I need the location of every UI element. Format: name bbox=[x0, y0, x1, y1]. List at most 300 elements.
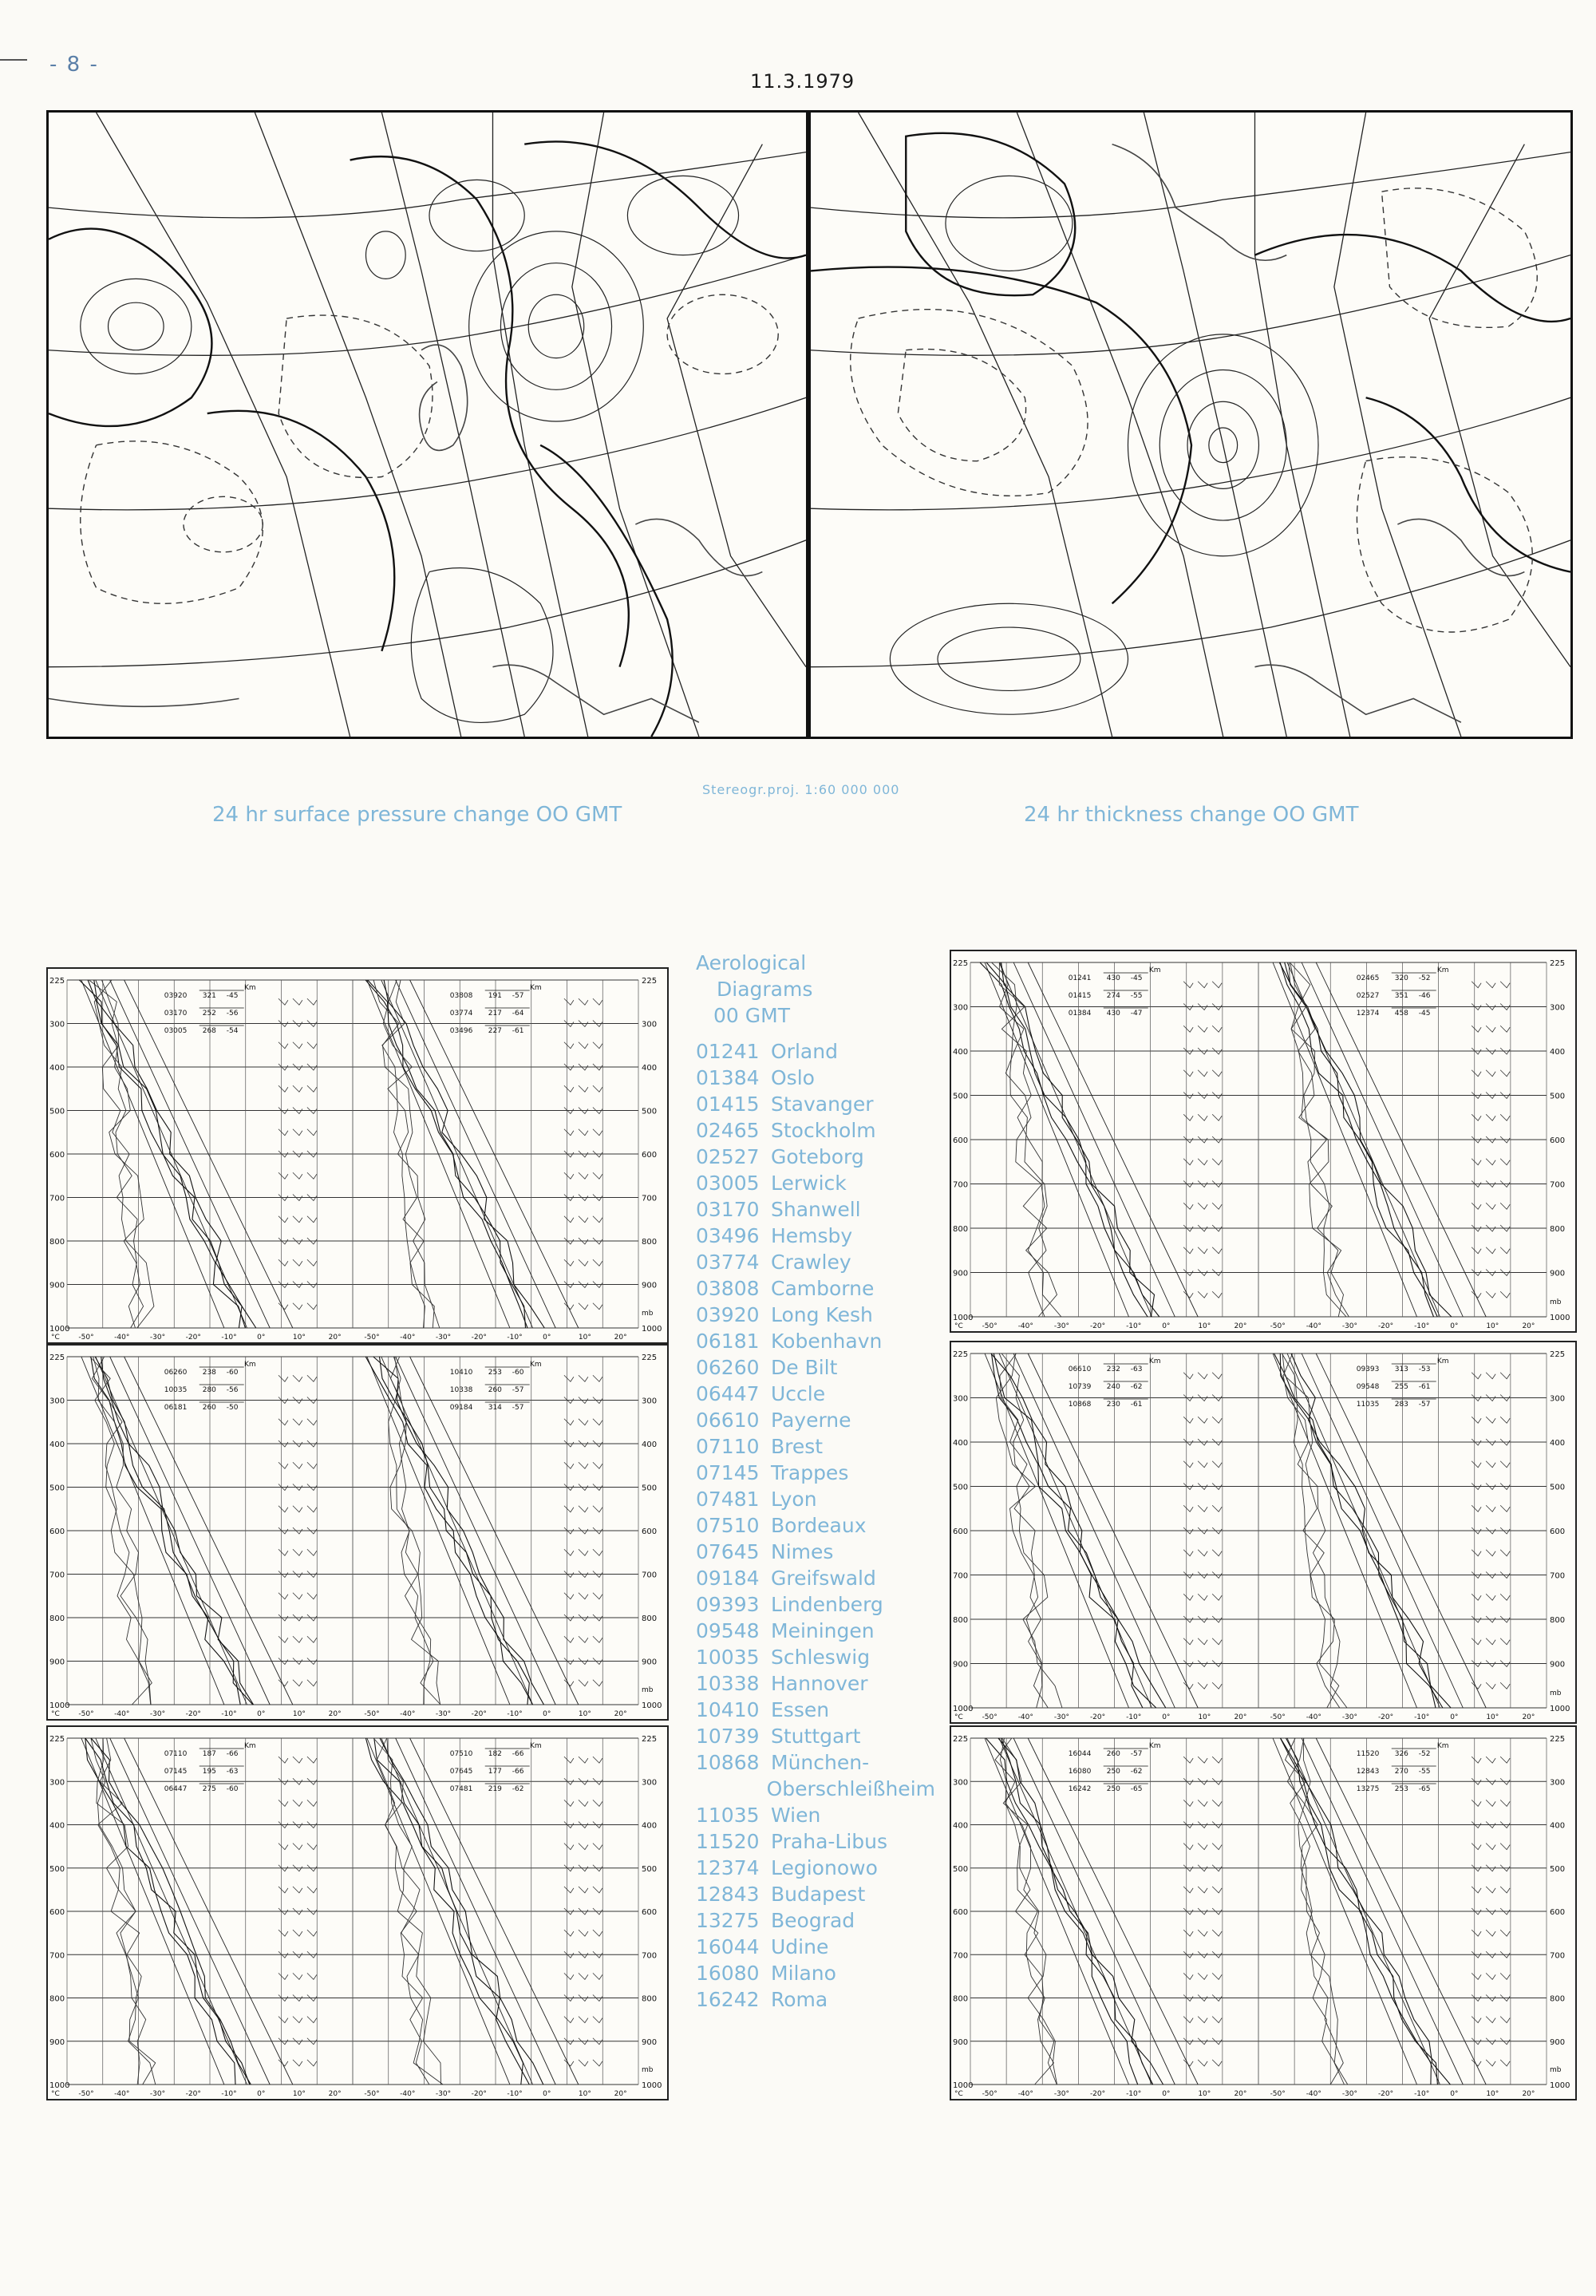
pressure-label: 900 bbox=[49, 1658, 65, 1667]
tropopause-value: -57 bbox=[512, 1404, 524, 1412]
station-entry bbox=[696, 1776, 935, 1802]
tropopause-value: -57 bbox=[1130, 1750, 1143, 1758]
mb-unit: mb bbox=[1550, 1689, 1562, 1697]
wind-barb bbox=[1486, 1550, 1495, 1556]
tropopause-value: -45 bbox=[226, 992, 239, 1000]
wind-barb bbox=[293, 1800, 302, 1806]
wind-barb bbox=[307, 1085, 317, 1092]
wind-barb bbox=[1486, 1930, 1495, 1936]
pressure-label: 300 bbox=[49, 1020, 65, 1029]
temperature-label: -10° bbox=[507, 1710, 523, 1718]
wind-barb bbox=[564, 1844, 574, 1850]
temperature-label: 20° bbox=[614, 1334, 627, 1342]
wind-barb bbox=[1212, 2060, 1222, 2066]
temperature-label: 0° bbox=[1162, 1322, 1171, 1330]
station-code-label: 09548 bbox=[1356, 1383, 1380, 1391]
wind-barb bbox=[593, 1593, 602, 1599]
wind-barb bbox=[1212, 1682, 1222, 1689]
temperature-label: -40° bbox=[1306, 2090, 1321, 2098]
tropopause-value: 313 bbox=[1394, 1365, 1408, 1373]
surface-pressure-map-graphic bbox=[49, 113, 806, 737]
station-entry bbox=[696, 1091, 935, 1117]
thickness-map-graphic bbox=[811, 113, 1570, 737]
wind-barb bbox=[593, 1636, 602, 1642]
tropopause-value: -61 bbox=[1130, 1401, 1143, 1409]
wind-barb bbox=[1183, 1373, 1193, 1379]
km-label: Km bbox=[1436, 1357, 1449, 1365]
wind-barb bbox=[1183, 1973, 1193, 1979]
station-code-label: 10338 bbox=[449, 1386, 473, 1394]
wind-barb bbox=[1212, 1930, 1222, 1936]
temperature-label: -20° bbox=[1377, 1322, 1394, 1330]
station-name: Wien bbox=[771, 1804, 821, 1827]
station-name: Long Kesh bbox=[771, 1303, 873, 1326]
wind-barb bbox=[293, 1172, 302, 1179]
wind-barb bbox=[1486, 1025, 1495, 1032]
temperature-label: -20° bbox=[185, 2090, 201, 2098]
station-entry bbox=[696, 1275, 935, 1302]
station-code: 09393 bbox=[696, 1593, 760, 1616]
pressure-label: 500 bbox=[49, 1484, 65, 1493]
station-code-label: 10868 bbox=[1068, 1401, 1092, 1409]
wind-barb bbox=[293, 1973, 302, 1979]
wind-barb bbox=[1198, 1887, 1207, 1893]
wind-barb bbox=[564, 1757, 574, 1763]
wind-barb bbox=[1486, 1973, 1495, 1979]
wind-barb bbox=[1198, 2060, 1207, 2066]
pressure-label: 800 bbox=[49, 1238, 65, 1247]
temperature-label: 20° bbox=[1522, 1713, 1535, 1721]
pressure-label: 800 bbox=[953, 1616, 969, 1625]
temperature-label: -40° bbox=[114, 1334, 130, 1342]
wind-barb bbox=[1212, 1638, 1222, 1645]
wind-barb bbox=[579, 1887, 588, 1893]
station-code: 16044 bbox=[696, 1935, 760, 1958]
tropopause-value: 260 bbox=[488, 1386, 502, 1394]
tropopause-value: 191 bbox=[488, 992, 502, 1000]
wind-barb bbox=[1472, 1159, 1481, 1165]
tropopause-value: -63 bbox=[1130, 1365, 1143, 1373]
wind-barb bbox=[1198, 1025, 1207, 1032]
temperature-label: -40° bbox=[1017, 1322, 1033, 1330]
pressure-label: 800 bbox=[642, 1994, 658, 2004]
wind-barb bbox=[579, 998, 588, 1005]
wind-barb bbox=[1212, 2017, 1222, 2023]
temperature-label: 20° bbox=[614, 1710, 627, 1718]
celsius-unit: °C bbox=[954, 1322, 963, 1330]
temperature-label: -40° bbox=[114, 2090, 130, 2098]
wind-barb bbox=[1183, 1594, 1193, 1600]
wind-barb bbox=[1198, 1159, 1207, 1165]
pressure-label: 225 bbox=[642, 977, 658, 986]
tropopause-value: 274 bbox=[1106, 992, 1120, 1000]
wind-barb bbox=[579, 1129, 588, 1136]
pressure-label: 600 bbox=[642, 1527, 658, 1536]
station-name: Hemsby bbox=[771, 1224, 853, 1247]
temperature-label: -30° bbox=[1341, 1713, 1358, 1721]
wind-barb bbox=[593, 1129, 602, 1136]
temperature-label: 0° bbox=[257, 1710, 266, 1718]
station-code-label: 11520 bbox=[1356, 1750, 1380, 1758]
wind-barb bbox=[279, 1930, 288, 1936]
station-name: Beograd bbox=[771, 1909, 855, 1932]
wind-barb bbox=[1183, 1505, 1193, 1512]
wind-barb bbox=[1500, 1025, 1510, 1032]
km-label: Km bbox=[1436, 966, 1449, 974]
pressure-label: 900 bbox=[49, 1281, 65, 1290]
wind-barb bbox=[1198, 1373, 1207, 1379]
station-code: 06610 bbox=[696, 1409, 760, 1432]
pressure-label: 600 bbox=[953, 1527, 969, 1536]
wind-barb bbox=[307, 2060, 317, 2066]
temperature-label: 0° bbox=[1162, 1713, 1171, 1721]
wind-barb bbox=[279, 1506, 288, 1512]
wind-barb bbox=[1472, 1203, 1481, 1209]
tropopause-value: -62 bbox=[1130, 1383, 1143, 1391]
aerological-diagram bbox=[46, 1725, 669, 2100]
pressure-label: 800 bbox=[49, 1994, 65, 2004]
pressure-label: 400 bbox=[642, 1440, 658, 1449]
wind-barb bbox=[1183, 1025, 1193, 1032]
pressure-label: 700 bbox=[953, 1951, 969, 1961]
wind-barb bbox=[307, 1930, 317, 1936]
wind-barb bbox=[307, 1259, 317, 1266]
wind-barb bbox=[1472, 1594, 1481, 1600]
pressure-label: 700 bbox=[49, 1951, 65, 1961]
tropopause-value: -65 bbox=[1418, 1785, 1431, 1793]
km-label: Km bbox=[529, 1742, 542, 1750]
temperature-label: 10° bbox=[578, 2090, 591, 2098]
station-name: Greifswald bbox=[771, 1567, 876, 1590]
pressure-label: 900 bbox=[1550, 1269, 1566, 1278]
aerological-diagram bbox=[950, 1725, 1577, 2100]
station-entry bbox=[696, 1223, 935, 1249]
station-entry bbox=[696, 1934, 935, 1960]
station-code: 13275 bbox=[696, 1909, 760, 1932]
wind-barb bbox=[579, 2060, 588, 2066]
diagram-graphic bbox=[951, 1342, 1575, 1722]
wind-barb bbox=[593, 1042, 602, 1049]
pressure-label: 400 bbox=[953, 1821, 969, 1831]
pressure-label: 300 bbox=[642, 1778, 658, 1788]
wind-barb bbox=[307, 1593, 317, 1599]
tropopause-value: -46 bbox=[1418, 992, 1431, 1000]
pressure-label: 500 bbox=[1550, 1483, 1566, 1492]
tropopause-value: -52 bbox=[1418, 1750, 1431, 1758]
pressure-label: 800 bbox=[1550, 1616, 1566, 1625]
diagram-graphic bbox=[48, 1727, 667, 2099]
temperature-label: 10° bbox=[578, 1334, 591, 1342]
temperature-label: -50° bbox=[78, 1334, 94, 1342]
temperature-label: 0° bbox=[1450, 1322, 1459, 1330]
temperature-label: 10° bbox=[292, 1710, 306, 1718]
pressure-label: 600 bbox=[953, 1908, 969, 1917]
tropopause-value: -62 bbox=[512, 1785, 524, 1793]
wind-barb bbox=[1212, 1373, 1222, 1379]
station-code-label: 01384 bbox=[1068, 1010, 1092, 1018]
pressure-label: 1000 bbox=[1550, 1705, 1570, 1713]
station-code-label: 12374 bbox=[1356, 1010, 1380, 1018]
surface-pressure-caption: 24 hr surface pressure change OO GMT bbox=[212, 803, 622, 827]
station-code-label: 07510 bbox=[449, 1750, 473, 1758]
wind-barb bbox=[293, 1042, 302, 1049]
wind-barb bbox=[1472, 1461, 1481, 1468]
wind-barb bbox=[279, 1375, 288, 1381]
wind-barb bbox=[564, 1973, 574, 1979]
pressure-label: 700 bbox=[642, 1951, 658, 1961]
wind-barb bbox=[279, 1419, 288, 1425]
pressure-label: 400 bbox=[953, 1048, 969, 1057]
wind-barb bbox=[1500, 1291, 1510, 1298]
pressure-label: 600 bbox=[953, 1136, 969, 1145]
wind-barb bbox=[1198, 1417, 1207, 1423]
wind-barb bbox=[564, 1419, 574, 1425]
temperature-label: -20° bbox=[1377, 1713, 1394, 1721]
station-name: Hannover bbox=[771, 1672, 868, 1695]
wind-barb bbox=[1183, 1887, 1193, 1893]
pressure-label: 225 bbox=[953, 1350, 969, 1359]
wind-barb bbox=[1183, 1159, 1193, 1165]
station-code: 03005 bbox=[696, 1172, 760, 1195]
km-label: Km bbox=[243, 1742, 256, 1750]
tropopause-value: 195 bbox=[202, 1768, 216, 1776]
station-name: Essen bbox=[771, 1698, 830, 1721]
station-code-label: 12843 bbox=[1356, 1768, 1380, 1776]
wind-barb bbox=[1486, 1800, 1495, 1806]
wind-barb bbox=[279, 1549, 288, 1555]
pressure-label: 900 bbox=[49, 2037, 65, 2047]
station-code: 06181 bbox=[696, 1330, 760, 1353]
station-code-label: 09184 bbox=[449, 1404, 473, 1412]
station-entry bbox=[696, 1855, 935, 1881]
station-entry bbox=[696, 1907, 935, 1934]
wind-barb bbox=[1500, 1550, 1510, 1556]
tropopause-value: 187 bbox=[202, 1750, 216, 1758]
wind-barb bbox=[1212, 1973, 1222, 1979]
wind-barb bbox=[1198, 1973, 1207, 1979]
temperature-label: 0° bbox=[543, 1710, 551, 1718]
wind-barb bbox=[293, 1887, 302, 1893]
wind-barb bbox=[593, 1085, 602, 1092]
wind-barb bbox=[1183, 1203, 1193, 1209]
wind-barb bbox=[1183, 1930, 1193, 1936]
station-code: 16080 bbox=[696, 1962, 760, 1985]
wind-barb bbox=[1486, 1417, 1495, 1423]
pressure-label: 1000 bbox=[953, 2081, 974, 2090]
station-entry bbox=[696, 1960, 935, 1986]
wind-barb bbox=[1183, 1757, 1193, 1763]
wind-barb bbox=[1486, 1373, 1495, 1379]
temperature-label: 20° bbox=[328, 1710, 342, 1718]
tropopause-value: 260 bbox=[1106, 1750, 1120, 1758]
wind-barb bbox=[1183, 1114, 1193, 1120]
station-code-label: 01241 bbox=[1068, 974, 1092, 982]
wind-barb bbox=[593, 2060, 602, 2066]
wind-barb bbox=[293, 1129, 302, 1136]
wind-barb bbox=[593, 1680, 602, 1686]
station-entry bbox=[696, 1249, 935, 1275]
tropopause-value: -61 bbox=[512, 1027, 524, 1035]
pressure-label: 600 bbox=[1550, 1136, 1566, 1145]
station-entry bbox=[696, 1144, 935, 1170]
station-name: Stuttgart bbox=[771, 1725, 861, 1748]
diagram-graphic bbox=[951, 1727, 1575, 2099]
tropopause-value: -57 bbox=[1418, 1401, 1431, 1409]
tropopause-value: -50 bbox=[226, 1404, 239, 1412]
pressure-label: 700 bbox=[953, 1180, 969, 1190]
wind-barb bbox=[1183, 1247, 1193, 1254]
station-code: 02465 bbox=[696, 1119, 760, 1142]
wind-barb bbox=[279, 1042, 288, 1049]
wind-barb bbox=[279, 1973, 288, 1979]
tropopause-value: 275 bbox=[202, 1785, 216, 1793]
temperature-label: -30° bbox=[149, 2090, 166, 2098]
wind-barb bbox=[1183, 1070, 1193, 1077]
km-label: Km bbox=[529, 1361, 542, 1369]
wind-barb bbox=[564, 1930, 574, 1936]
pressure-label: 500 bbox=[642, 1107, 658, 1116]
wind-barb bbox=[579, 1419, 588, 1425]
wind-barb bbox=[1198, 2017, 1207, 2023]
temperature-label: -20° bbox=[1089, 1322, 1106, 1330]
wind-barb bbox=[1472, 1114, 1481, 1120]
station-name: Bordeaux bbox=[771, 1514, 867, 1537]
pressure-label: 225 bbox=[642, 1735, 658, 1744]
pressure-label: 600 bbox=[642, 1151, 658, 1160]
tropopause-value: 240 bbox=[1106, 1383, 1120, 1391]
wind-barb bbox=[307, 1800, 317, 1806]
temperature-label: -20° bbox=[1089, 2090, 1106, 2098]
wind-barb bbox=[1472, 1070, 1481, 1077]
temperature-label: -10° bbox=[507, 1334, 523, 1342]
pressure-label: 225 bbox=[49, 977, 65, 986]
wind-barb bbox=[307, 1462, 317, 1468]
wind-barb bbox=[564, 1887, 574, 1893]
station-code: 09184 bbox=[696, 1567, 760, 1590]
wind-barb bbox=[593, 1930, 602, 1936]
temperature-label: -20° bbox=[1377, 2090, 1394, 2098]
tropopause-value: -64 bbox=[512, 1010, 524, 1018]
station-code: 07110 bbox=[696, 1435, 760, 1458]
station-entry bbox=[696, 1302, 935, 1328]
wind-barb bbox=[279, 1636, 288, 1642]
station-entry bbox=[696, 1986, 935, 2013]
pressure-label: 800 bbox=[953, 1994, 969, 2004]
legend-title-line: Diagrams bbox=[717, 978, 813, 1001]
temperature-label: 0° bbox=[1450, 1713, 1459, 1721]
aerological-diagram bbox=[950, 1341, 1577, 1724]
station-code: 03496 bbox=[696, 1224, 760, 1247]
station-code: 07145 bbox=[696, 1461, 760, 1484]
tropopause-value: -56 bbox=[226, 1010, 239, 1018]
pressure-label: 1000 bbox=[49, 2081, 70, 2090]
pressure-label: 225 bbox=[49, 1735, 65, 1744]
temperature-label: 20° bbox=[614, 2090, 627, 2098]
wind-barb bbox=[1198, 1550, 1207, 1556]
station-code: 10868 bbox=[696, 1751, 760, 1774]
wind-barb bbox=[1486, 1203, 1495, 1209]
pressure-label: 800 bbox=[1550, 1994, 1566, 2004]
wind-barb bbox=[1472, 1550, 1481, 1556]
tropopause-value: -57 bbox=[512, 1386, 524, 1394]
station-entry bbox=[696, 1644, 935, 1670]
temperature-label: -40° bbox=[1306, 1322, 1321, 1330]
tropopause-value: 177 bbox=[488, 1768, 502, 1776]
tropopause-value: 238 bbox=[202, 1369, 216, 1377]
wind-barb bbox=[1486, 1594, 1495, 1600]
wind-barb bbox=[293, 1593, 302, 1599]
wind-barb bbox=[1472, 1505, 1481, 1512]
corner-rule bbox=[0, 59, 27, 61]
pressure-label: 1000 bbox=[953, 1314, 974, 1322]
pressure-label: 1000 bbox=[642, 1325, 662, 1334]
tropopause-value: -62 bbox=[1130, 1768, 1143, 1776]
pressure-label: 225 bbox=[1550, 1735, 1566, 1744]
wind-barb bbox=[1212, 1461, 1222, 1468]
tropopause-value: 230 bbox=[1106, 1401, 1120, 1409]
tropopause-value: 430 bbox=[1106, 1010, 1120, 1018]
wind-barb bbox=[1500, 1594, 1510, 1600]
wind-barb bbox=[579, 1462, 588, 1468]
pressure-label: 400 bbox=[1550, 1048, 1566, 1057]
wind-barb bbox=[1198, 1594, 1207, 1600]
station-name: De Bilt bbox=[771, 1356, 838, 1379]
wind-barb bbox=[293, 1930, 302, 1936]
temperature-label: -20° bbox=[185, 1710, 201, 1718]
station-code-label: 02465 bbox=[1356, 974, 1380, 982]
wind-barb bbox=[1472, 1373, 1481, 1379]
station-code-label: 06610 bbox=[1068, 1365, 1092, 1373]
station-entry bbox=[696, 1539, 935, 1565]
station-name: Stavanger bbox=[771, 1093, 874, 1116]
wind-barb bbox=[307, 1549, 317, 1555]
station-code-label: 07145 bbox=[164, 1768, 188, 1776]
temperature-label: -30° bbox=[149, 1334, 166, 1342]
pressure-label: 1000 bbox=[1550, 1314, 1570, 1322]
tropopause-value: 458 bbox=[1394, 1010, 1408, 1018]
station-code-label: 02527 bbox=[1356, 992, 1380, 1000]
station-name: Goteborg bbox=[771, 1145, 864, 1168]
tropopause-value: 253 bbox=[488, 1369, 502, 1377]
surface-pressure-change-map bbox=[46, 110, 808, 739]
station-code-label: 07645 bbox=[449, 1768, 473, 1776]
wind-barb bbox=[1198, 1247, 1207, 1254]
wind-barb bbox=[1472, 982, 1481, 988]
station-entry bbox=[696, 1486, 935, 1512]
station-code-label: 16044 bbox=[1068, 1750, 1092, 1758]
station-list bbox=[696, 1038, 935, 2013]
pressure-label: 500 bbox=[642, 1864, 658, 1874]
aerological-diagram bbox=[950, 950, 1577, 1333]
wind-barb bbox=[307, 2017, 317, 2023]
wind-barb bbox=[1486, 1757, 1495, 1763]
station-legend bbox=[696, 950, 935, 2013]
station-name: München- bbox=[771, 1751, 870, 1774]
wind-barb bbox=[307, 1129, 317, 1136]
tropopause-value: -45 bbox=[1418, 1010, 1431, 1018]
tropopause-value: -66 bbox=[226, 1750, 239, 1758]
station-code-label: 03920 bbox=[164, 992, 188, 1000]
station-code-label: 06181 bbox=[164, 1404, 188, 1412]
station-name: Praha-Libus bbox=[771, 1830, 888, 1853]
tropopause-value: -60 bbox=[226, 1785, 239, 1793]
wind-barb bbox=[1212, 1114, 1222, 1120]
station-name: Lerwick bbox=[771, 1172, 847, 1195]
wind-barb bbox=[1486, 982, 1495, 988]
station-entry bbox=[696, 1065, 935, 1091]
wind-barb bbox=[293, 1636, 302, 1642]
wind-barb bbox=[1212, 1844, 1222, 1850]
